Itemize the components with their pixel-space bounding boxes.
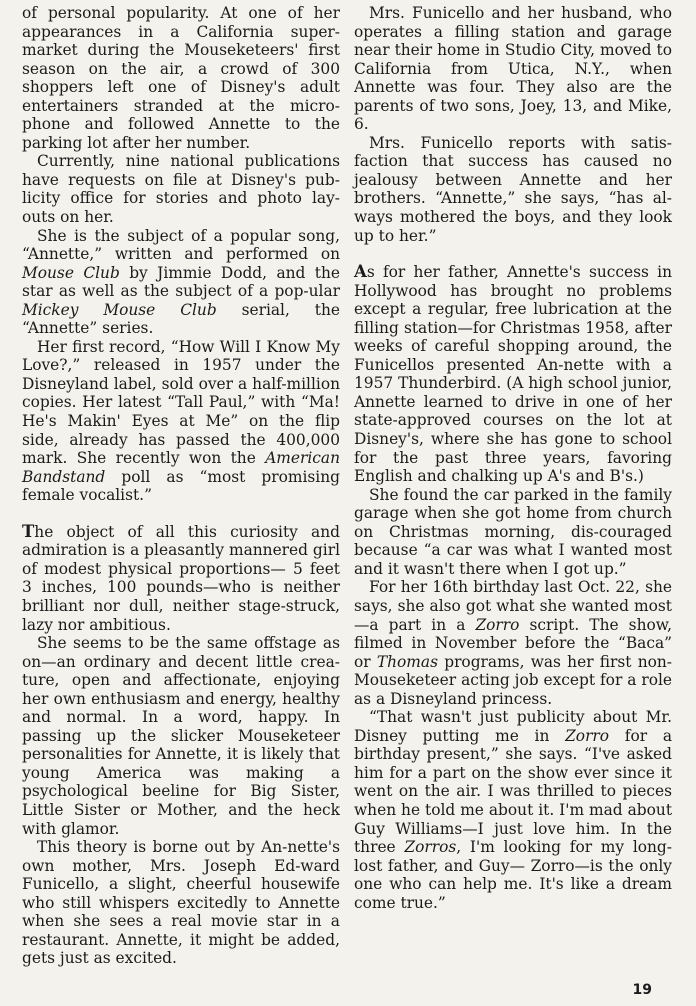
section-paragraph <box>22 523 340 634</box>
text-run: by Jimmie Dodd, and the star as well as the subject of a pop-ular <box>22 263 340 301</box>
text-run: s for her father, Annette's success in Hollywood has brought no problems except a regular, free lubrication at the filling station—for Christmas 1958, after weeks of careful shopping around, the Funicellos presented An-nette with a 1957 Thunderbird. (A high school junior, Annette learned to drive in one of her state-approved courses on the lot at Disney's, where she has gone to school for the past three years, favoring English and chalking up A's and B's.) <box>354 263 672 486</box>
drop-cap: T <box>22 521 35 541</box>
paragraph: She seems to be the same offstage as on—an ordinary and decent little crea-ture, open and affectionate, enjoying her own enthusiasm and energy, healthy and normal. In a word, happy. In passing up the slicker Mouseketeer personalities for Annette, it is likely that young America was making a psychological beeline for Big Sister, Little Sister or Mother, and the heck with glamor. <box>22 634 340 838</box>
drop-cap: A <box>354 262 367 282</box>
text-run: Her first record, “How Will I Know My Love?,” released in 1957 under the Disneyland label, sold over a half-million copies. Her latest “Tall Paul,” with “Ma! He's Makin' Eyes at Me” on the flip side, already has passed the 400,000 mark. She recently won the <box>22 337 340 468</box>
paragraph: Mrs. Funicello and her husband, who operates a filling station and garage near their home in Studio City, moved to California from Utica, N.Y., when Annette was four. They also are the parents of two sons, Joey, 13, and Mike, 6. <box>354 4 672 134</box>
text-run: poll as “most promising female vocalist.” <box>22 467 340 505</box>
italic-title: Zorro <box>565 726 610 745</box>
italic-title: Mouse Club <box>22 263 120 282</box>
paragraph: of personal popularity. At one of her appearances in a California super-market during the Mouseketeers' first season on the air, a crowd of 300 shoppers left one of Disney's adult entertainers stranded at the micro-phone and followed Annette to the parking lot after her number. <box>22 4 340 152</box>
section-paragraph <box>354 263 672 486</box>
italic-title: Thomas <box>376 652 438 671</box>
paragraph: This theory is borne out by An-nette's own mother, Mrs. Joseph Ed-ward Funicello, a slight, cheerful housewife who still whispers excitedly to Annette when she sees a real movie star in a restaurant. Annette, it might be added, gets just as excited. <box>22 838 340 968</box>
paragraph <box>22 338 340 505</box>
page-number: 19 <box>632 982 652 998</box>
paragraph <box>354 578 672 708</box>
right-column <box>354 4 672 912</box>
italic-title: Mickey Mouse Club <box>22 300 217 319</box>
text-run: , I'm looking for my long-lost father, and Guy— Zorro—is the only one who can help me. It's like a dream come true.” <box>354 838 672 912</box>
paragraph: She found the car parked in the family garage when she got home from church on Christmas morning, dis-couraged because “a car was what I wanted most and it wasn't there when I got up.” <box>354 485 672 578</box>
text-run: for a birthday present,” she says. “I've asked him for a part on the show ever since it went on the air. I was thrilled to pieces when he told me about it. I'm mad about Guy Williams—I just love him. In the three <box>354 726 672 857</box>
italic-title: American Bandstand <box>22 449 340 486</box>
italic-title: Zorro <box>475 615 520 634</box>
paragraph: Currently, nine national publications have requests on file at Disney's pub-licity office for stories and photo lay-outs on her. <box>22 152 340 227</box>
left-column <box>22 4 340 968</box>
text-run: he object of all this curiosity and admiration is a pleasantly mannered girl of modest physical proportions— 5 feet 3 inches, 100 pounds—who is neither brilliant nor dull, neither stage-struck, lazy nor ambitious. <box>22 522 340 634</box>
paragraph: Mrs. Funicello reports with satis-faction that success has caused no jealousy between Annette and her brothers. “Annette,” she says, “has al-ways mothered the boys, and they look up to her.” <box>354 133 672 245</box>
text-run: “That wasn't just publicity about Mr. Disney putting me in <box>354 708 672 745</box>
italic-title: Zorros <box>404 838 457 857</box>
text-run: She is the subject of a popular song, “Annette,” written and performed on <box>22 226 340 264</box>
paragraph <box>22 227 340 338</box>
paragraph <box>354 708 672 912</box>
text-run: For her 16th birthday last Oct. 22, she says, she also got what she wanted most—a part in a <box>354 578 672 634</box>
text-run: serial, the “Annette” series. <box>22 300 340 338</box>
text-run: programs, was her first non-Mouseketeer acting job except for a role as a Disneyland princess. <box>354 652 673 708</box>
text-run: script. The show, filmed in November before the “Baca” or <box>354 615 672 671</box>
